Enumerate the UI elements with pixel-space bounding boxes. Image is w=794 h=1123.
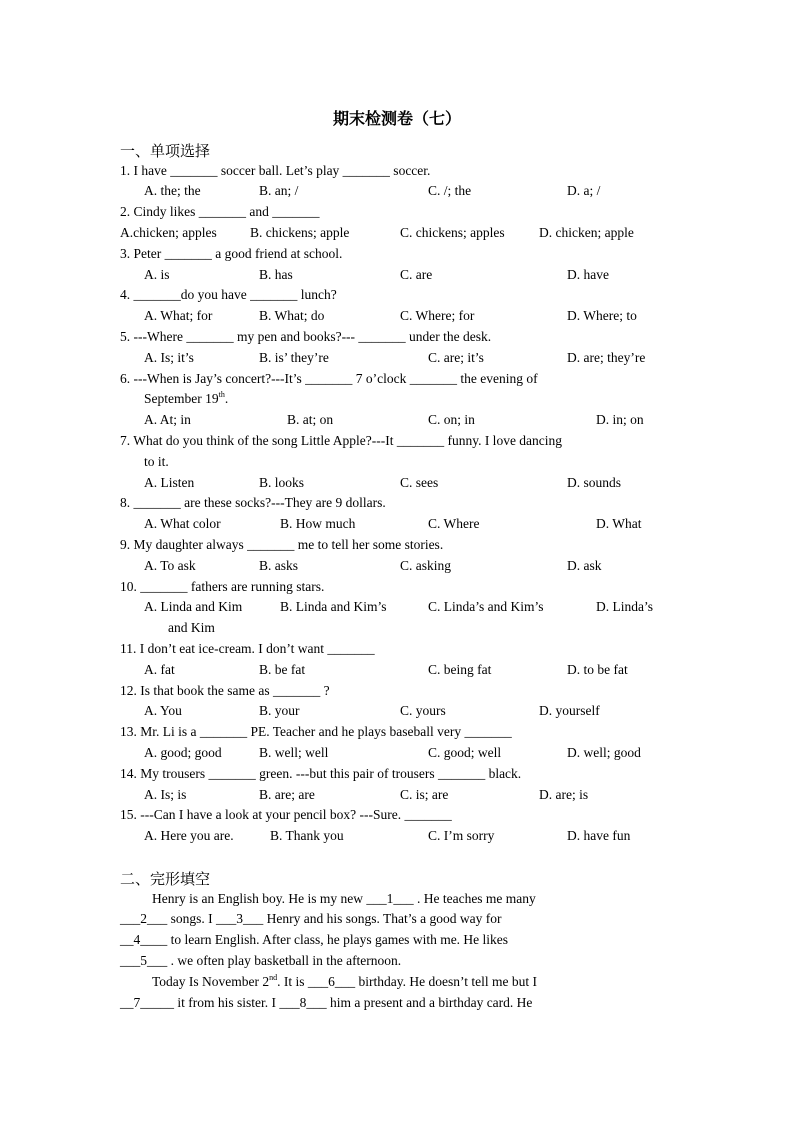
option-a: A.chicken; apples	[120, 225, 217, 240]
passage-date: Today Is November 2	[152, 974, 270, 989]
option-d: D. well; good	[567, 745, 641, 760]
option-c: C. I’m sorry	[428, 828, 495, 843]
option-b: B. your	[259, 703, 300, 718]
option-d: D. have fun	[567, 828, 631, 843]
option-d: D. yourself	[539, 703, 600, 718]
option-b: B. well; well	[259, 745, 329, 760]
option-c: C. asking	[400, 558, 452, 573]
question-8-options	[0, 516, 794, 532]
option-a: A. is	[144, 267, 170, 282]
option-c: C. are	[400, 267, 433, 282]
option-a: A. At; in	[144, 412, 191, 427]
option-d: D. a; /	[567, 183, 601, 198]
question-10-options	[0, 599, 794, 615]
option-b: B. asks	[259, 558, 299, 573]
option-c: C. Linda’s and Kim’s	[428, 599, 544, 614]
question-5-options	[0, 350, 794, 366]
question-14-options	[0, 787, 794, 803]
question-12-options	[0, 703, 794, 719]
option-c: C. chickens; apples	[400, 225, 505, 240]
option-b: B. Linda and Kim’s	[280, 599, 387, 614]
option-d: D. in; on	[596, 412, 644, 427]
option-b: B. are; are	[259, 787, 315, 802]
passage-line-rest: . It is ___6___ birthday. He doesn’t tell me but I	[277, 974, 537, 989]
option-a: A. To ask	[144, 558, 196, 573]
option-a: A. good; good	[144, 745, 222, 760]
page-title: 期末检测卷（七）	[332, 109, 461, 128]
question-13: 13. Mr. Li is a _______ PE. Teacher and he plays baseball very _______	[120, 724, 512, 739]
option-b: B. What; do	[259, 308, 325, 323]
option-d: D. have	[567, 267, 609, 282]
option-b: B. be fat	[259, 662, 306, 677]
option-b: B. Thank you	[270, 828, 344, 843]
option-d: D. chicken; apple	[539, 225, 634, 240]
option-a: A. Linda and Kim	[144, 599, 243, 614]
section-heading-cloze: 二、完形填空	[120, 870, 211, 888]
passage-line: ___5___ . we often play basketball in the afternoon.	[120, 953, 402, 968]
option-c: C. good; well	[428, 745, 502, 760]
passage-line: Henry is an English boy. He is my new ___1___ . He teaches me many	[152, 891, 536, 906]
question-6-date: September 19	[144, 391, 219, 406]
option-d: D. are; is	[539, 787, 589, 802]
question-7: 7. What do you think of the song Little Apple?---It _______ funny. I love dancing	[120, 433, 563, 448]
question-7-options	[0, 475, 794, 491]
option-c: C. /; the	[428, 183, 472, 198]
option-c: C. is; are	[400, 787, 449, 802]
section-heading-single-choice: 一、单项选择	[120, 142, 211, 160]
option-a: A. What; for	[144, 308, 213, 323]
option-a: A. Is; it’s	[144, 350, 194, 365]
question-4: 4. _______do you have _______ lunch?	[120, 287, 337, 302]
option-c: C. being fat	[428, 662, 492, 677]
passage-line	[152, 974, 537, 990]
question-2: 2. Cindy likes _______ and _______	[120, 204, 320, 219]
question-6-tail: .	[224, 391, 229, 406]
option-d: D. What	[596, 516, 642, 531]
superscript: nd	[269, 973, 278, 982]
option-b: B. an; /	[259, 183, 299, 198]
question-15-options	[0, 828, 794, 844]
passage-line: __4____ to learn English. After class, he plays games with me. He likes	[120, 932, 509, 947]
question-14: 14. My trousers _______ green. ---but this pair of trousers _______ black.	[120, 766, 522, 781]
option-c: C. Where	[428, 516, 480, 531]
question-5: 5. ---Where _______ my pen and books?--- _______ under the desk.	[120, 329, 492, 344]
option-a: A. Listen	[144, 475, 195, 490]
question-3-options	[0, 267, 794, 283]
option-d: D. to be fat	[567, 662, 628, 677]
option-d: D. sounds	[567, 475, 622, 490]
question-3: 3. Peter _______ a good friend at school.	[120, 246, 343, 261]
option-d: D. are; they’re	[567, 350, 646, 365]
option-a: A. fat	[144, 662, 175, 677]
option-b: B. looks	[259, 475, 305, 490]
option-a: A. Here you are.	[144, 828, 234, 843]
question-15: 15. ---Can I have a look at your pencil box? ---Sure. _______	[120, 807, 452, 822]
question-8: 8. _______ are these socks?---They are 9 dollars.	[120, 495, 386, 510]
question-10: 10. _______ fathers are running stars.	[120, 579, 325, 594]
question-6: 6. ---When is Jay’s concert?---It’s _______ 7 o’clock _______ the evening of	[120, 371, 538, 386]
option-b: B. has	[259, 267, 293, 282]
option-d: D. Where; to	[567, 308, 637, 323]
passage-line: __7_____ it from his sister. I ___8___ him a present and a birthday card. He	[120, 995, 533, 1010]
question-6-continued	[144, 391, 228, 407]
question-7-continued: to it.	[144, 454, 169, 469]
option-d: D. ask	[567, 558, 602, 573]
passage-line: ___2___ songs. I ___3___ Henry and his songs. That’s a good way for	[120, 911, 502, 926]
question-4-options	[0, 308, 794, 324]
option-c: C. sees	[400, 475, 439, 490]
option-a: A. Is; is	[144, 787, 187, 802]
option-c: C. are; it’s	[428, 350, 484, 365]
option-a: A. the; the	[144, 183, 201, 198]
question-11: 11. I don’t eat ice-cream. I don’t want _______	[120, 641, 375, 656]
option-b: B. is’ they’re	[259, 350, 329, 365]
question-9-options	[0, 558, 794, 574]
option-d: D. Linda’s	[596, 599, 653, 614]
question-1-options	[0, 183, 794, 199]
option-b: B. at; on	[287, 412, 334, 427]
option-b: B. How much	[280, 516, 356, 531]
question-13-options	[0, 745, 794, 761]
option-b: B. chickens; apple	[250, 225, 350, 240]
option-c: C. on; in	[428, 412, 475, 427]
option-c: C. yours	[400, 703, 446, 718]
question-2-options	[0, 225, 794, 241]
option-a: A. What color	[144, 516, 221, 531]
question-1: 1. I have _______ soccer ball. Let’s play _______ soccer.	[120, 163, 431, 178]
superscript: th	[218, 390, 225, 399]
question-10-option-d-continued: and Kim	[168, 620, 215, 635]
question-11-options	[0, 662, 794, 678]
option-a: A. You	[144, 703, 182, 718]
question-9: 9. My daughter always _______ me to tell her some stories.	[120, 537, 444, 552]
option-c: C. Where; for	[400, 308, 475, 323]
question-12: 12. Is that book the same as _______ ?	[120, 683, 330, 698]
question-6-options	[0, 412, 794, 428]
